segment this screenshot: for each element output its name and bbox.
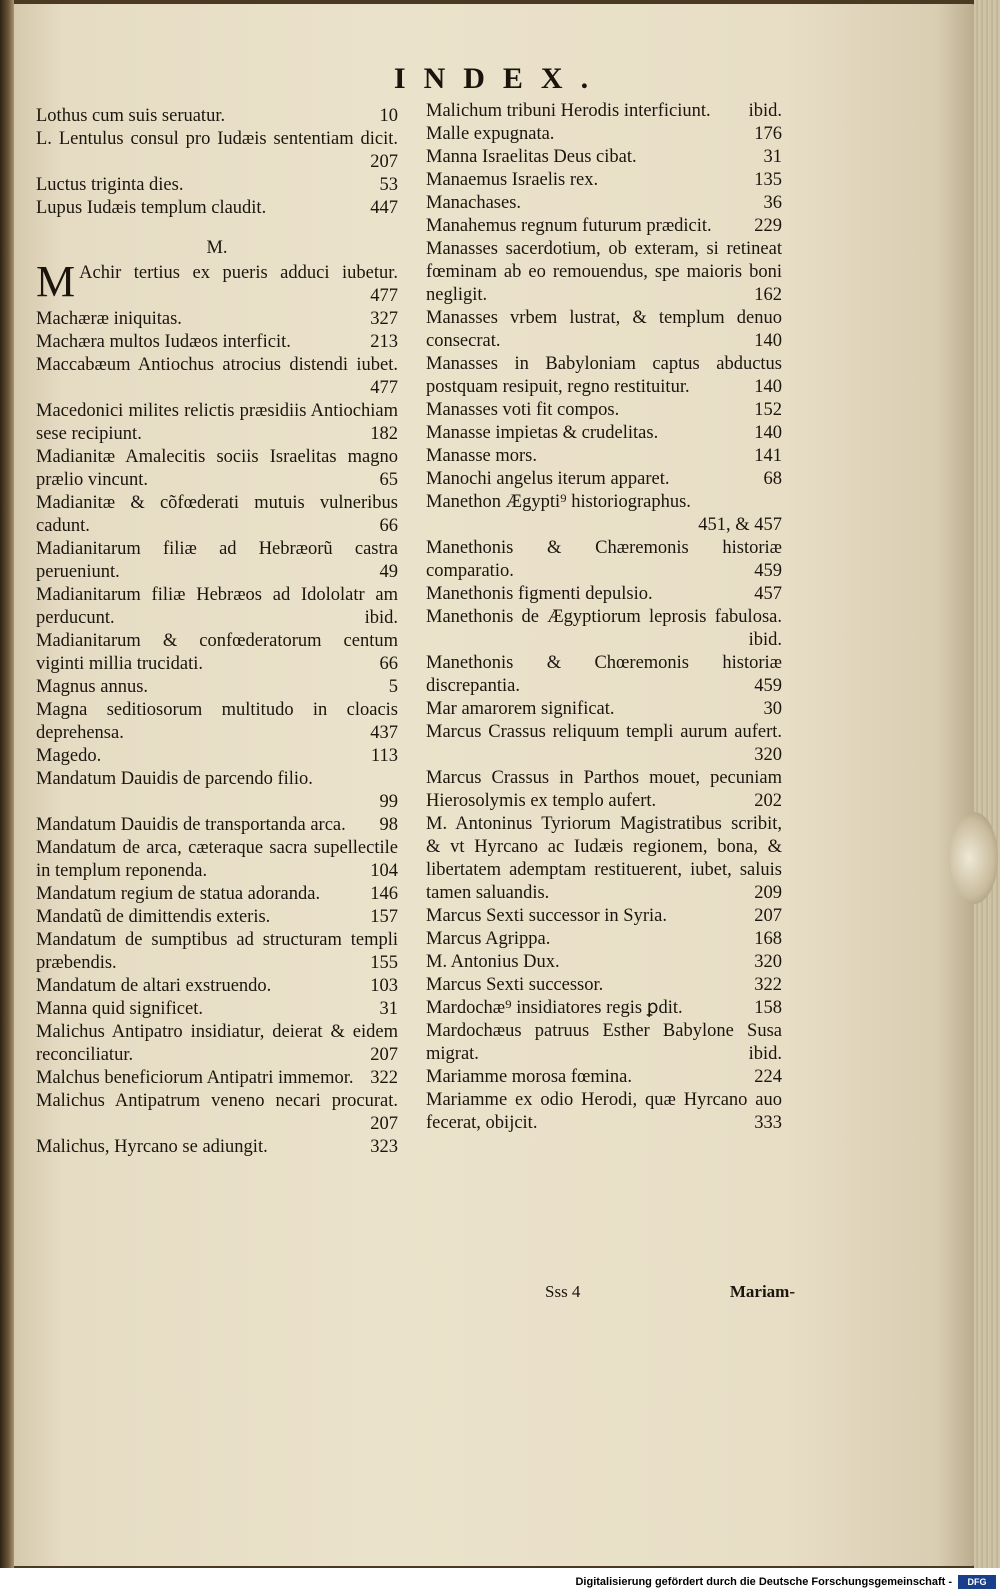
entry-page: 5 <box>388 677 398 697</box>
entry-page: 140 <box>754 331 782 351</box>
entry-text: Magna seditiosorum multitudo in cloacis deprehensa. <box>36 700 398 743</box>
index-entry <box>36 308 398 331</box>
entry-page: 176 <box>754 124 782 144</box>
index-entry <box>426 928 782 951</box>
entry-page: 98 <box>379 815 398 835</box>
index-entry <box>36 331 398 354</box>
index-entry <box>36 768 398 814</box>
left-entries-m <box>36 308 398 1159</box>
entry-text: Marcus Agrippa. <box>426 929 551 949</box>
index-entry <box>426 468 782 491</box>
entry-text: Manochi angelus iterum apparet. <box>426 469 670 489</box>
entry-text: Achir tertius ex pueris adduci iubetur. <box>79 263 398 283</box>
entry-page: 53 <box>379 175 398 195</box>
entry-page: 207 <box>370 1045 398 1065</box>
index-entry <box>36 1067 398 1090</box>
entry-text: Magedo. <box>36 746 102 766</box>
entry-text: Marcus Crassus reliquum templi aurum aufert. <box>426 722 782 742</box>
entry-text: Manasses vrbem lustrat, & templum denuo consecrat. <box>426 308 782 351</box>
index-entry <box>36 630 398 676</box>
index-entry <box>426 192 782 215</box>
signature-mark: Sss 4 <box>545 1282 581 1301</box>
index-entry <box>426 169 782 192</box>
entry-page: 322 <box>754 975 782 995</box>
entry-page: 447 <box>370 198 398 218</box>
entry-text: Madianitæ Amalecitis sociis Israelitas magno prælio vincunt. <box>36 447 398 490</box>
index-entry <box>36 1090 398 1136</box>
index-entry <box>426 1020 782 1066</box>
index-entry <box>426 238 782 307</box>
index-entry <box>426 974 782 997</box>
index-entry <box>36 400 398 446</box>
index-entry <box>426 215 782 238</box>
index-entry <box>36 1021 398 1067</box>
entry-text: Manethon Ægypti⁹ historiographus. <box>426 492 691 512</box>
entry-text: Marcus Sexti successor. <box>426 975 604 995</box>
entry-page: 152 <box>754 400 782 420</box>
index-entry <box>36 446 398 492</box>
entry-page: 49 <box>379 562 398 582</box>
entry-page: 459 <box>754 561 782 581</box>
index-entry <box>36 538 398 584</box>
entry-page: 327 <box>370 309 398 329</box>
entry-page: 451, & 457 <box>698 515 782 535</box>
index-entry <box>36 492 398 538</box>
entry-page: 31 <box>379 999 398 1019</box>
entry-page: 36 <box>763 193 782 213</box>
entry-page: 66 <box>379 516 398 536</box>
entry-text: Manasses voti fit compos. <box>426 400 620 420</box>
index-entry <box>36 1136 398 1159</box>
index-entry <box>426 445 782 468</box>
index-entry <box>426 767 782 813</box>
index-entry <box>426 1089 782 1135</box>
entry-text: Manna quid significet. <box>36 999 203 1019</box>
entry-text: Madianitæ & cõfœderati mutuis vulneribus cadunt. <box>36 493 398 536</box>
entry-page: 113 <box>370 746 398 766</box>
entry-text: Manachases. <box>426 193 522 213</box>
entry-page: 157 <box>370 907 398 927</box>
entry-page: 457 <box>754 584 782 604</box>
entry-text: L. Lentulus consul pro Iudæis sententiam dicit. <box>36 129 398 149</box>
drop-cap: M <box>36 257 76 306</box>
entry-text: Luctus triginta dies. <box>36 175 184 195</box>
index-entry <box>426 399 782 422</box>
entry-page: 322 <box>370 1068 398 1088</box>
entry-text: Mandatum regium de statua adoranda. <box>36 884 321 904</box>
index-entry <box>426 422 782 445</box>
entry-text: Mandatum Dauidis de transportanda arca. <box>36 815 346 835</box>
entry-page: 477 <box>370 286 398 306</box>
entry-text: Malle expugnata. <box>426 124 555 144</box>
index-entry <box>426 813 782 905</box>
entry-page: 209 <box>754 883 782 903</box>
index-entry <box>426 652 782 698</box>
index-entry <box>36 354 398 400</box>
entry-page: 140 <box>754 377 782 397</box>
entry-page: 459 <box>754 676 782 696</box>
index-entry <box>36 174 398 197</box>
entry-page: 168 <box>754 929 782 949</box>
entry-text: Mandatum de altari exstruendo. <box>36 976 272 996</box>
index-entry <box>426 353 782 399</box>
entry-text: Mandatum de sumptibus ad structuram templi præbendis. <box>36 930 398 973</box>
entry-text: Lupus Iudæis templum claudit. <box>36 198 267 218</box>
right-column <box>426 100 782 1135</box>
index-entry <box>36 975 398 998</box>
left-column <box>36 105 398 1159</box>
index-entry <box>426 951 782 974</box>
index-entry <box>36 883 398 906</box>
book-spine <box>0 0 14 1568</box>
entry-text: Mardochæ⁹ insidiatores regis ꝑdit. <box>426 998 683 1018</box>
index-entry <box>426 491 782 537</box>
left-entries-l <box>36 105 398 220</box>
entry-text: Malichus, Hyrcano se adiungit. <box>36 1137 268 1157</box>
entry-page: 320 <box>754 745 782 765</box>
entry-text: Maccabæum Antiochus atrocius distendi iubet. <box>36 355 398 375</box>
index-entry <box>36 699 398 745</box>
entry-page: 320 <box>754 952 782 972</box>
section-first-entry <box>36 257 398 308</box>
entry-page: 135 <box>754 170 782 190</box>
index-entry <box>36 676 398 699</box>
index-entry <box>426 307 782 353</box>
entry-text: Mar amarorem significat. <box>426 699 615 719</box>
entry-text: Machæræ iniquitas. <box>36 309 182 329</box>
entry-page: 30 <box>763 699 782 719</box>
entry-text: Manna Israelitas Deus cibat. <box>426 147 637 167</box>
entry-page: 323 <box>370 1137 398 1157</box>
entry-text: Manasse impietas & crudelitas. <box>426 423 659 443</box>
entry-text: Mariamme ex odio Herodi, quæ Hyrcano auo fecerat, obijcit. <box>426 1090 782 1133</box>
entry-page: 103 <box>370 976 398 996</box>
entry-text: Manethonis & Chœremonis historiæ discrepantia. <box>426 653 782 696</box>
index-entry <box>426 721 782 767</box>
entry-text: Manahemus regnum futurum prædicit. <box>426 216 712 236</box>
entry-page: 104 <box>370 861 398 881</box>
footer-credit: Digitalisierung gefördert durch die Deutsche Forschungsgemeinschaft - <box>575 1576 952 1588</box>
entry-page: 146 <box>370 884 398 904</box>
entry-page: 437 <box>370 723 398 743</box>
entry-text: M. Antoninus Tyriorum Magistratibus scribit, & vt Hyrcano ac Iudæis regionem, bona, & libertatem ademptam restituerent, iubet, saluis tamen saluandis. <box>426 814 782 903</box>
right-entries <box>426 100 782 1135</box>
entry-text: Manethonis & Chæremonis historiæ comparatio. <box>426 538 782 581</box>
entry-text: Mardochæus patruus Esther Babylone Susa migrat. <box>426 1021 782 1064</box>
index-entry <box>36 998 398 1021</box>
index-entry <box>36 197 398 220</box>
entry-page: 162 <box>754 285 782 305</box>
entry-page: 224 <box>754 1067 782 1087</box>
entry-text: Marcus Sexti successor in Syria. <box>426 906 667 926</box>
entry-page: 182 <box>370 424 398 444</box>
entry-text: Mandatum de arca, cæteraque sacra supellectile in templum reponenda. <box>36 838 398 881</box>
index-entry <box>426 1066 782 1089</box>
index-entry <box>426 997 782 1020</box>
index-entry <box>426 146 782 169</box>
index-entry <box>36 906 398 929</box>
entry-page: 31 <box>763 147 782 167</box>
index-entry <box>426 905 782 928</box>
entry-page: 158 <box>754 998 782 1018</box>
entry-page: 155 <box>370 953 398 973</box>
entry-page: 207 <box>370 152 398 172</box>
entry-page: 10 <box>379 106 398 126</box>
clasp <box>950 812 998 904</box>
entry-page: 65 <box>379 470 398 490</box>
entry-text: Madianitarum filiæ ad Hebræorũ castra perueniunt. <box>36 539 398 582</box>
entry-page: 213 <box>370 332 398 352</box>
entry-text: Malichus Antipatro insidiatur, deierat & eidem reconciliatur. <box>36 1022 398 1065</box>
entry-page: 229 <box>754 216 782 236</box>
catchword: Mariam- <box>729 1282 795 1301</box>
entry-text: Madianitarum & confœderatorum centum viginti millia trucidati. <box>36 631 398 674</box>
index-entry <box>36 745 398 768</box>
section-letter: M. <box>206 238 228 258</box>
index-entry <box>36 584 398 630</box>
index-entry <box>426 583 782 606</box>
entry-text: Madianitarum filiæ Hebræos ad Idololatr am perducunt. <box>36 585 398 628</box>
index-entry <box>426 606 782 652</box>
index-entry <box>36 929 398 975</box>
dfg-logo: DFG <box>958 1575 996 1589</box>
entry-text: Manasse mors. <box>426 446 537 466</box>
entry-page: 333 <box>754 1113 782 1133</box>
index-entry <box>36 814 398 837</box>
entry-text: Manaemus Israelis rex. <box>426 170 599 190</box>
entry-text: Malichum tribuni Herodis interficiunt. <box>426 101 711 121</box>
index-entry <box>36 837 398 883</box>
footer-bar <box>0 1571 1000 1595</box>
entry-text: Mandatũ de dimittendis exteris. <box>36 907 271 927</box>
entry-text: Manasses in Babyloniam captus abductus postquam resipuit, regno restituitur. <box>426 354 782 397</box>
index-entry <box>426 698 782 721</box>
index-heading: INDEX. <box>393 62 607 95</box>
page-edges <box>974 0 1000 1568</box>
entry-text: Mandatum Dauidis de parcendo filio. <box>36 769 313 789</box>
entry-page: 207 <box>370 1114 398 1134</box>
entry-text: Malchus beneficiorum Antipatri immemor. <box>36 1068 354 1088</box>
index-entry <box>36 105 398 128</box>
entry-page: 477 <box>370 378 398 398</box>
entry-text: Malichus Antipatrum veneno necari procurat. <box>36 1091 398 1111</box>
entry-text: Manethonis de Ægyptiorum leprosis fabulosa. <box>426 607 782 627</box>
index-entry <box>426 123 782 146</box>
entry-page: ibid. <box>748 630 782 650</box>
index-entry <box>426 537 782 583</box>
entry-page: ibid. <box>748 101 782 121</box>
entry-page: 202 <box>754 791 782 811</box>
entry-page: 66 <box>379 654 398 674</box>
entry-page: ibid. <box>748 1044 782 1064</box>
index-entry <box>36 128 398 174</box>
entry-text: Manasses sacerdotium, ob exteram, si retineat fœminam ab eo remouendus, spe maioris boni negligit. <box>426 239 782 305</box>
entry-page: 207 <box>754 906 782 926</box>
entry-page: 140 <box>754 423 782 443</box>
entry-page: 99 <box>379 792 398 812</box>
entry-text: Macedonici milites relictis præsidiis Antiochiam sese recipiunt. <box>36 401 398 444</box>
entry-text: Magnus annus. <box>36 677 149 697</box>
index-entry <box>426 100 782 123</box>
entry-text: Manethonis figmenti depulsio. <box>426 584 653 604</box>
entry-page: ibid. <box>364 608 398 628</box>
entry-text: Marcus Crassus in Parthos mouet, pecuniam Hierosolymis ex templo aufert. <box>426 768 782 811</box>
entry-text: M. Antonius Dux. <box>426 952 560 972</box>
entry-page: 68 <box>763 469 782 489</box>
entry-text: Lothus cum suis seruatur. <box>36 106 226 126</box>
entry-text: Mariamme morosa fœmina. <box>426 1067 633 1087</box>
entry-page: 141 <box>754 446 782 466</box>
entry-text: Machæra multos Iudæos interficit. <box>36 332 291 352</box>
